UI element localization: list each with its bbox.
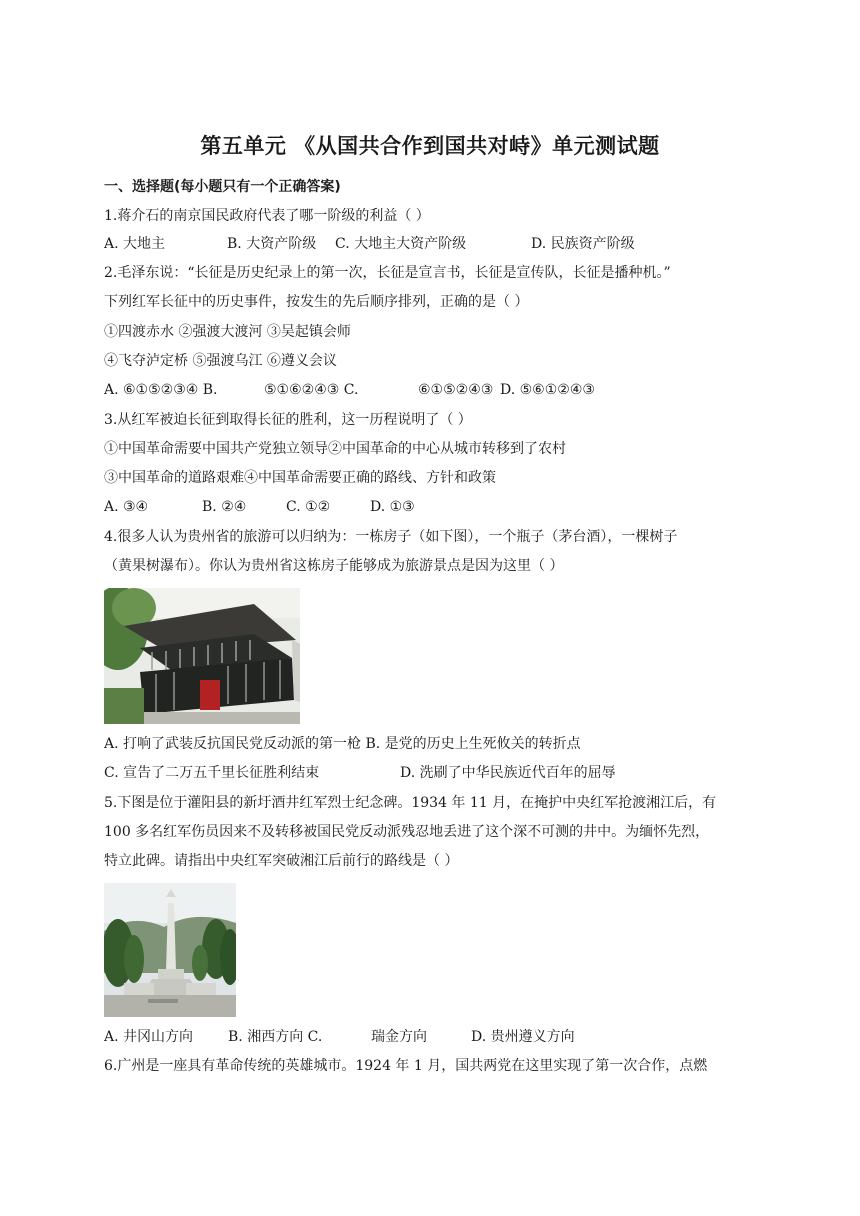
question-2-options — [104, 380, 764, 400]
option-d: D. 洗刷了中华民族近代百年的屈辱 — [400, 765, 616, 781]
question-2-stem: 2.毛泽东说：“长征是历史纪录上的第一次，长征是宣言书，长征是宣传队，长征是播种机。” — [104, 265, 671, 281]
question-1-options — [104, 234, 764, 254]
question-5-stem: 5.下图是位于灌阳县的新圩酒井红军烈士纪念碑。1934 年 11 月，在掩护中央红军抢渡湘江后，有 — [104, 795, 717, 811]
question-4-stem-cont: （黄果树瀑布）。你认为贵州省这栋房子能够成为旅游景点是因为这里（ ） — [104, 558, 564, 574]
option-c: C. 大地主大资产阶级 — [335, 236, 467, 252]
option-a: A. ⑥①⑤②③④ B. — [104, 382, 218, 398]
memorial-monument-photo — [104, 883, 236, 1017]
question-2-items-2: ④飞夺泸定桥 ⑤强渡乌江 ⑥遵义会议 — [104, 353, 337, 369]
question-4-stem: 4.很多人认为贵州省的旅游可以归纳为：一栋房子（如下图），一个瓶子（茅台酒），一棵树子 — [104, 529, 678, 545]
option-d: D. ⑤⑥①②④③ — [500, 382, 595, 398]
option-b: ⑤①⑥②④③ C. — [264, 382, 359, 398]
option-a: A. 井冈山方向 — [104, 1029, 194, 1045]
question-3-items-2: ③中国革命的道路艰难④中国革命需要正确的路线、方针和政策 — [104, 470, 496, 486]
section-heading: 一、选择题(每小题只有一个正确答案) — [104, 179, 341, 195]
option-c: ⑥①⑤②④③ — [418, 382, 494, 398]
option-c: 瑞金方向 — [371, 1029, 427, 1045]
question-4-options-cd — [104, 763, 764, 783]
question-3-items-1: ①中国革命需要中国共产党独立领导②中国革命的中心从城市转移到了农村 — [104, 441, 566, 457]
question-5-stem-cont: 100 多名红军伤员因来不及转移被国民党反动派残忍地丢进了这个深不可测的井中。为缅怀先烈， — [104, 824, 710, 840]
question-3-options — [104, 497, 764, 517]
option-b: B. ②④ — [202, 499, 247, 515]
option-b: B. 大资产阶级 — [227, 236, 317, 252]
question-3-stem: 3.从红军被迫长征到取得长征的胜利，这一历程说明了（ ） — [104, 412, 472, 428]
option-c: C. ①② — [286, 499, 331, 515]
option-a: A. 大地主 — [104, 236, 166, 252]
option-c: C. 宣告了二万五千里长征胜利结束 — [104, 765, 320, 781]
option-d: D. 民族资产阶级 — [531, 236, 635, 252]
zunyi-building-photo — [104, 588, 300, 724]
question-2-stem-cont: 下列红军长征中的历史事件，按发生的先后顺序排列，正确的是（ ） — [104, 294, 529, 310]
question-4-options-ab: A. 打响了武装反抗国民党反动派的第一枪 B. 是党的历史上生死攸关的转折点 — [104, 736, 581, 752]
page-title: 第五单元 《从国共合作到国共对峙》单元测试题 — [200, 134, 660, 158]
question-1-stem: 1.蒋介石的南京国民政府代表了哪一阶级的利益（ ） — [104, 208, 430, 224]
option-b: B. 湘西方向 C. — [228, 1029, 323, 1045]
question-5-options — [104, 1027, 764, 1047]
question-5-stem-end: 特立此碑。请指出中央红军突破湘江后前行的路线是（ ） — [104, 853, 459, 869]
question-6-stem: 6.广州是一座具有革命传统的英雄城市。1924 年 1 月，国共两党在这里实现了第一次合作，点燃 — [104, 1058, 708, 1074]
option-a: A. ③④ — [104, 499, 149, 515]
question-2-items-1: ①四渡赤水 ②强渡大渡河 ③吴起镇会师 — [104, 324, 351, 340]
option-d: D. 贵州遵义方向 — [471, 1029, 575, 1045]
option-d: D. ①③ — [370, 499, 415, 515]
